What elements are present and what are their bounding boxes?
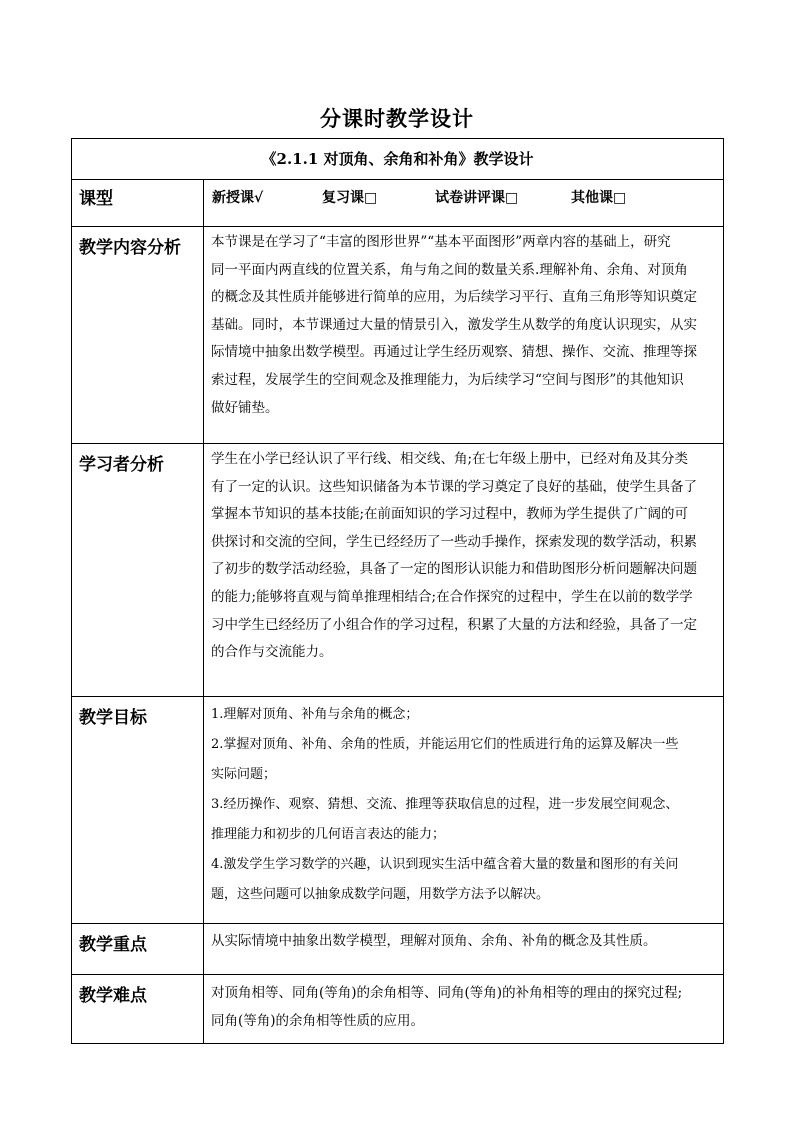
learner-analysis-line: 掌握本节知识的基本技能;在前面知识的学习过程中，教师为学生提供了广阔的可 [211, 506, 689, 523]
content-analysis-line: 基础。同时，本节课通过大量的情景引入，激发学生从数学的角度认识现实，从实 [211, 316, 697, 333]
teaching-goals-line: 3.经历操作、观察、猜想、交流、推理等获取信息的过程，进一步发展空间观念、 [211, 797, 679, 812]
content-analysis-line: 做好铺垫。 [211, 399, 279, 416]
content-analysis-text [204, 227, 724, 444]
teaching-goals-label: 教学目标 [72, 697, 204, 924]
content-analysis-line: 本节课是在学习了“丰富的图形世界”“基本平面图形”两章内容的基础上，研究 [211, 234, 671, 250]
lesson-plan-table [71, 138, 724, 1044]
course-type-options [204, 180, 724, 227]
course-type-option-other: 其他课□ [571, 190, 627, 206]
teaching-goals-line: 2.掌握对顶角、补角、余角的性质，并能运用它们的性质进行角的运算及解决一些 [211, 737, 679, 752]
teaching-goals-line: 题，这些问题可以抽象成数学问题，用数学方法予以解决。 [211, 887, 550, 902]
learner-analysis-line: 有了一定的认识。这些知识储备为本节课的学习奠定了良好的基础，使学生具备了 [211, 478, 697, 495]
teaching-goals-line: 推理能力和初步的几何语言表达的能力； [211, 827, 446, 842]
learner-analysis-line: 的能力;能够将直观与简单推理相结合;在合作探究的过程中，学生在以前的数学学 [211, 588, 693, 605]
learner-analysis-label: 学习者分析 [72, 444, 204, 697]
difficult-points-line: 同角(等角)的余角相等性质的应用。 [211, 1012, 425, 1029]
course-type-label: 课型 [72, 180, 204, 227]
learner-analysis-text [204, 444, 724, 697]
key-points-line: 从实际情境中抽象出数学模型，理解对顶角、余角、补角的概念及其性质。 [211, 933, 657, 949]
learner-analysis-line: 的合作与交流能力。 [211, 644, 333, 661]
difficult-points-text [204, 975, 724, 1044]
course-type-option-new: 新授课√ [212, 190, 264, 206]
content-analysis-line: 索过程，发展学生的空间观念及推理能力，为后续学习“空间与图形”的其他知识 [211, 371, 684, 388]
content-analysis-label: 教学内容分析 [72, 227, 204, 444]
learner-analysis-line: 学生在小学已经认识了平行线、相交线、角;在七年级上册中，已经对角及其分类 [211, 451, 689, 467]
teaching-goals-line: 1.理解对顶角、补角与余角的概念； [211, 707, 419, 722]
course-type-option-exam-review: 试卷讲评课□ [435, 190, 519, 206]
learner-analysis-line: 习中学生已经经历了小组合作的学习过程，积累了大量的方法和经验，具备了一定 [211, 616, 697, 633]
teaching-goals-text [204, 697, 724, 924]
content-analysis-line: 同一平面内两直线的位置关系，角与角之间的数量关系.理解补角、余角、对顶角 [211, 261, 688, 278]
teaching-goals-line: 4.激发学生学习数学的兴趣，认识到现实生活中蕴含着大量的数量和图形的有关问 [211, 857, 679, 872]
learner-analysis-line: 了初步的数学活动经验，具备了一定的图形认识能力和借助图形分析问题解决问题 [211, 561, 697, 578]
teaching-goals-line: 实际问题； [211, 767, 277, 782]
difficult-points-label: 教学难点 [72, 975, 204, 1044]
document-title: 分课时教学设计 [320, 106, 474, 131]
content-analysis-line: 的概念及其性质并能够进行简单的应用，为后续学习平行、直角三角形等知识奠定 [211, 289, 697, 306]
difficult-points-line: 对顶角相等、同角(等角)的余角相等、同角(等角)的补角相等的理由的探究过程; [211, 985, 683, 1001]
learner-analysis-line: 供探讨和交流的空间，学生已经经历了一些动手操作，探索发现的数学活动，积累 [211, 533, 697, 550]
key-points-label: 教学重点 [72, 924, 204, 975]
content-analysis-line: 际情境中抽象出数学模型。再通过让学生经历观察、猜想、操作、交流、推理等探 [211, 344, 697, 361]
course-type-option-review: 复习课□ [322, 190, 378, 206]
lesson-title: 《2.1.1 对顶角、余角和补角》教学设计 [72, 139, 724, 180]
key-points-text [204, 924, 724, 975]
